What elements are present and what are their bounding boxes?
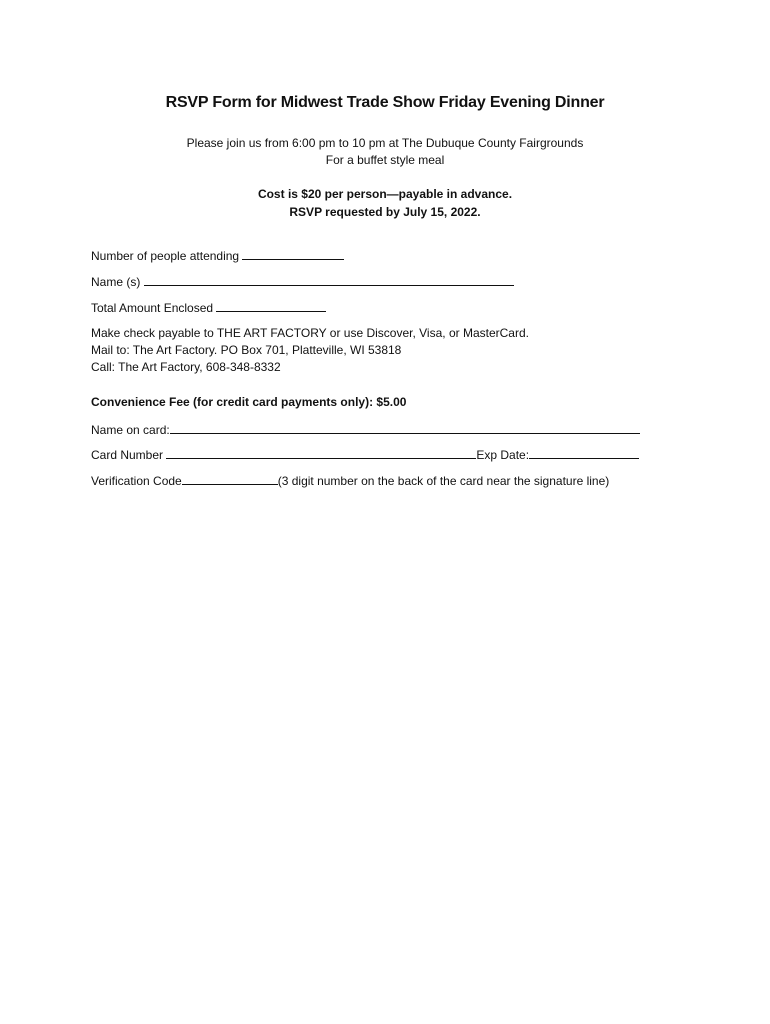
card-number-blank[interactable] [166,447,476,459]
intro-line-2: For a buffet style meal [325,153,445,167]
amount-blank[interactable] [216,300,326,312]
intro-line-1: Please join us from 6:00 pm to 10 pm at The Dubuque County Fairgrounds [186,136,584,150]
cost-line: Cost is $20 per person—payable in advance. [257,187,513,201]
verification-field [91,473,609,488]
attending-field [91,248,344,263]
names-field [91,274,514,289]
name-on-card-blank[interactable] [170,422,640,434]
convenience-fee-line: Convenience Fee (for credit card payments only): $5.00 [91,395,407,409]
card-number-label: Card Number [91,448,164,462]
attending-blank[interactable] [242,248,344,260]
form-title: RSVP Form for Midwest Trade Show Friday Evening Dinner [165,94,605,111]
exp-date-blank[interactable] [529,447,639,459]
mail-to-line: Mail to: The Art Factory. PO Box 701, Platteville, WI 53818 [91,343,402,357]
name-on-card-field [91,422,640,437]
call-line: Call: The Art Factory, 608-348-8332 [91,360,281,374]
names-label: Name (s) [91,275,141,289]
verification-note: (3 digit number on the back of the card near the signature line) [277,474,610,488]
amount-field [91,300,326,315]
check-payable-line: Make check payable to THE ART FACTORY or use Discover, Visa, or MasterCard. [91,326,529,340]
amount-label: Total Amount Enclosed [91,301,214,315]
exp-date-label: Exp Date: [476,448,530,462]
attending-label: Number of people attending [91,249,240,263]
names-blank[interactable] [144,274,514,286]
name-on-card-label: Name on card: [91,423,170,437]
card-number-field [91,447,639,462]
rsvp-deadline-line: RSVP requested by July 15, 2022. [289,205,481,219]
verification-label: Verification Code [91,474,182,488]
verification-blank[interactable] [182,473,278,485]
